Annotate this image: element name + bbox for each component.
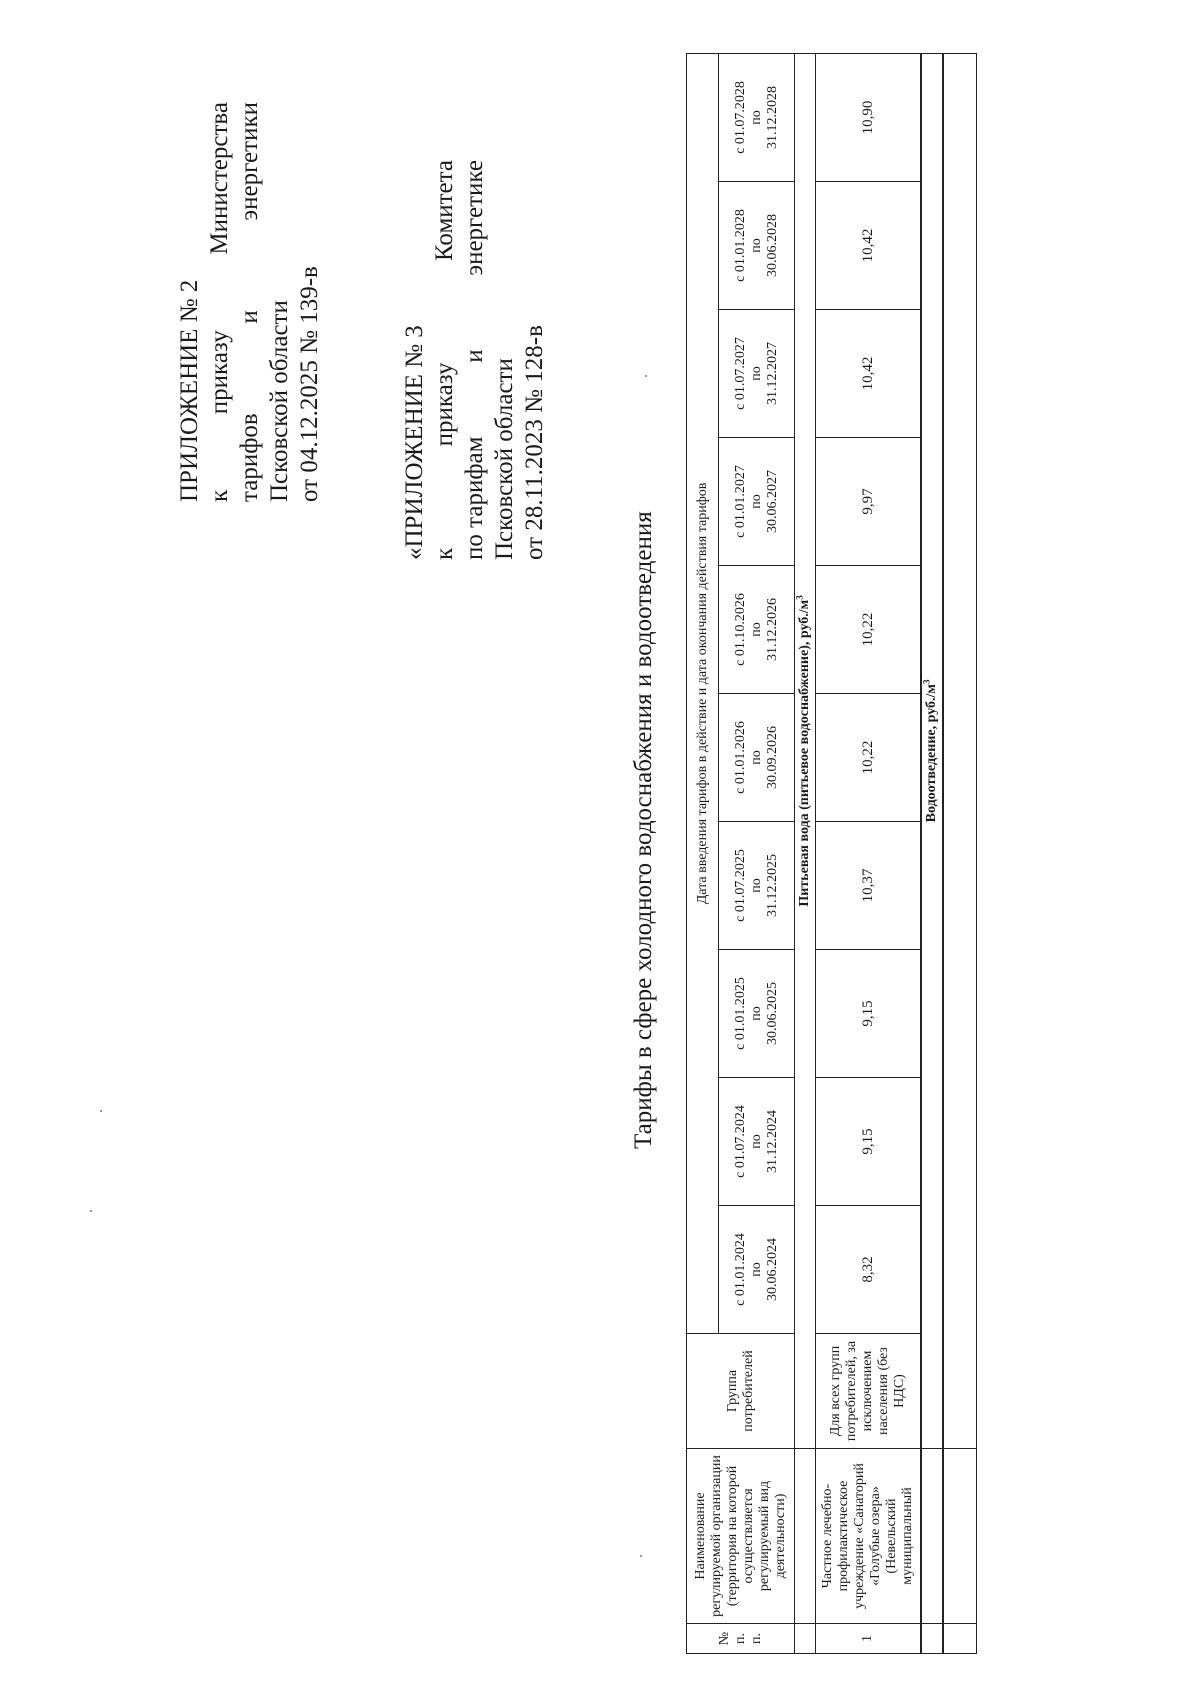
- empty-cell: [795, 1624, 816, 1654]
- col-dates-header: Дата введения тарифов в действие и дата окончания действия тарифов: [687, 53, 719, 1333]
- tariff-value: 10,42: [816, 310, 922, 438]
- tariff-table: [686, 53, 977, 1654]
- period-from: с 01.01.2027: [732, 465, 748, 538]
- appendix-word: приказу: [206, 330, 233, 415]
- period-to: 31.12.2028: [764, 85, 780, 149]
- period-from: с 01.07.2027: [732, 337, 748, 410]
- period-to: 30.06.2028: [764, 214, 780, 277]
- period-header: [719, 566, 795, 694]
- scan-speck: [90, 1210, 92, 1212]
- empty-cell: [921, 1624, 943, 1654]
- col-org-header: Наименование регулируемой организации (территория на которой осуществляется регулируемый вид деятельности): [687, 1449, 795, 1624]
- period-by: по: [748, 878, 764, 893]
- period-header: [719, 1206, 795, 1334]
- period-by: по: [748, 622, 764, 637]
- document-title: Тарифы в сфере холодного водоснабжения и водоотведения: [630, 511, 657, 1149]
- period-from: с 01.01.2025: [732, 977, 748, 1050]
- period-from: с 01.01.2024: [732, 1233, 748, 1306]
- period-from: с 01.07.2024: [732, 1105, 748, 1178]
- unit-superscript: 3: [921, 679, 932, 685]
- period-from: с 01.10.2026: [732, 593, 748, 666]
- tariff-value: 9,15: [816, 950, 922, 1078]
- col-group-header: Группа потребителей: [687, 1334, 795, 1449]
- appendix-title: ПРИЛОЖЕНИЕ № 2: [176, 279, 203, 502]
- period-from: с 01.01.2028: [732, 209, 748, 282]
- empty-cell: [943, 1449, 977, 1624]
- appendix-word: Министерства: [206, 102, 233, 255]
- unit-superscript: 3: [794, 595, 805, 600]
- tariff-value: 10,22: [816, 694, 922, 822]
- section-sewer-label: [921, 53, 943, 1448]
- appendix-header-old: [400, 160, 550, 560]
- appendix-line: [235, 102, 265, 502]
- appendix-word: по тарифам: [461, 436, 488, 560]
- appendix-order-ref: от 28.11.2023 № 128-в: [521, 325, 548, 560]
- appendix-word: тарифов: [236, 413, 263, 502]
- scan-speck: [640, 1555, 642, 1557]
- appendix-word: к: [431, 547, 458, 560]
- period-to: 31.12.2026: [764, 598, 780, 661]
- tariff-value: 9,97: [816, 438, 922, 566]
- section-sewer-text: Водоотведение, руб./м: [924, 684, 939, 823]
- appendix-line: [205, 102, 235, 502]
- appendix-word: к: [206, 489, 233, 502]
- period-to: 30.06.2024: [764, 1238, 780, 1301]
- period-from: с 01.07.2028: [732, 81, 748, 154]
- appendix-header-new: [175, 102, 325, 502]
- period-to: 30.09.2026: [764, 726, 780, 789]
- tariff-value: 8,32: [816, 1206, 922, 1334]
- period-by: по: [748, 1262, 764, 1277]
- organization-name: Частное лечебно-профилактическое учреждение «Санаторий «Голубые озера» (Невельский муниципальный: [816, 1449, 922, 1624]
- period-header: [719, 53, 795, 181]
- period-to: 30.06.2027: [764, 470, 780, 533]
- period-header: [719, 694, 795, 822]
- tariff-value: 10,37: [816, 822, 922, 950]
- appendix-word: приказу: [431, 362, 458, 447]
- header-row: [687, 53, 719, 1653]
- appendix-title: «ПРИЛОЖЕНИЕ № 3: [401, 325, 428, 560]
- period-to: 31.12.2024: [764, 1110, 780, 1173]
- empty-cell: [943, 53, 977, 1448]
- appendix-word: Комитета: [431, 160, 458, 262]
- section-row-sewer: [921, 53, 943, 1653]
- appendix-line: Псковской области: [266, 300, 293, 502]
- col-num-header: № п. п.: [687, 1624, 795, 1654]
- period-header: [719, 182, 795, 310]
- tariff-value: 10,42: [816, 182, 922, 310]
- consumer-group: Для всех групп потребителей, за исключением населения (без НДС): [816, 1334, 922, 1449]
- period-to: 31.12.2025: [764, 854, 780, 917]
- period-by: по: [748, 238, 764, 253]
- section-water-label: [795, 53, 816, 1448]
- period-by: по: [748, 366, 764, 381]
- tariff-value: 10,22: [816, 566, 922, 694]
- appendix-word: и: [461, 349, 488, 363]
- period-from: с 01.01.2026: [732, 721, 748, 794]
- appendix-order-ref: от 04.12.2025 № 139-в: [296, 266, 323, 502]
- scan-speck: [100, 1110, 102, 1112]
- period-header: [719, 1078, 795, 1206]
- appendix-line: [460, 160, 490, 560]
- period-header: [719, 438, 795, 566]
- tariff-value: 10,90: [816, 53, 922, 181]
- appendix-word: энергетике: [461, 160, 488, 276]
- table-row: [816, 53, 922, 1653]
- appendix-line: Псковской области: [491, 358, 518, 560]
- period-header: [719, 950, 795, 1078]
- period-header: [719, 822, 795, 950]
- row-number: 1: [816, 1624, 922, 1654]
- period-from: с 01.07.2025: [732, 849, 748, 922]
- scan-speck: [645, 375, 647, 377]
- section-row-water: [795, 53, 816, 1653]
- appendix-word: энергетики: [236, 102, 263, 221]
- appendix-line: [430, 160, 460, 560]
- period-by: по: [748, 494, 764, 509]
- period-by: по: [748, 1006, 764, 1021]
- period-by: по: [748, 750, 764, 765]
- section-water-text: Питьевая вода (питьевое водоснабжение), руб./м: [797, 599, 812, 907]
- period-to: 30.06.2025: [764, 982, 780, 1045]
- period-by: по: [748, 110, 764, 125]
- period-by: по: [748, 1134, 764, 1149]
- table-row-continued: [943, 53, 977, 1653]
- empty-cell: [795, 1449, 816, 1624]
- tariff-value: 9,15: [816, 1078, 922, 1206]
- appendix-word: и: [236, 310, 263, 324]
- period-header: [719, 310, 795, 438]
- period-to: 31.12.2027: [764, 342, 780, 405]
- empty-cell: [943, 1624, 977, 1654]
- empty-cell: [921, 1449, 943, 1624]
